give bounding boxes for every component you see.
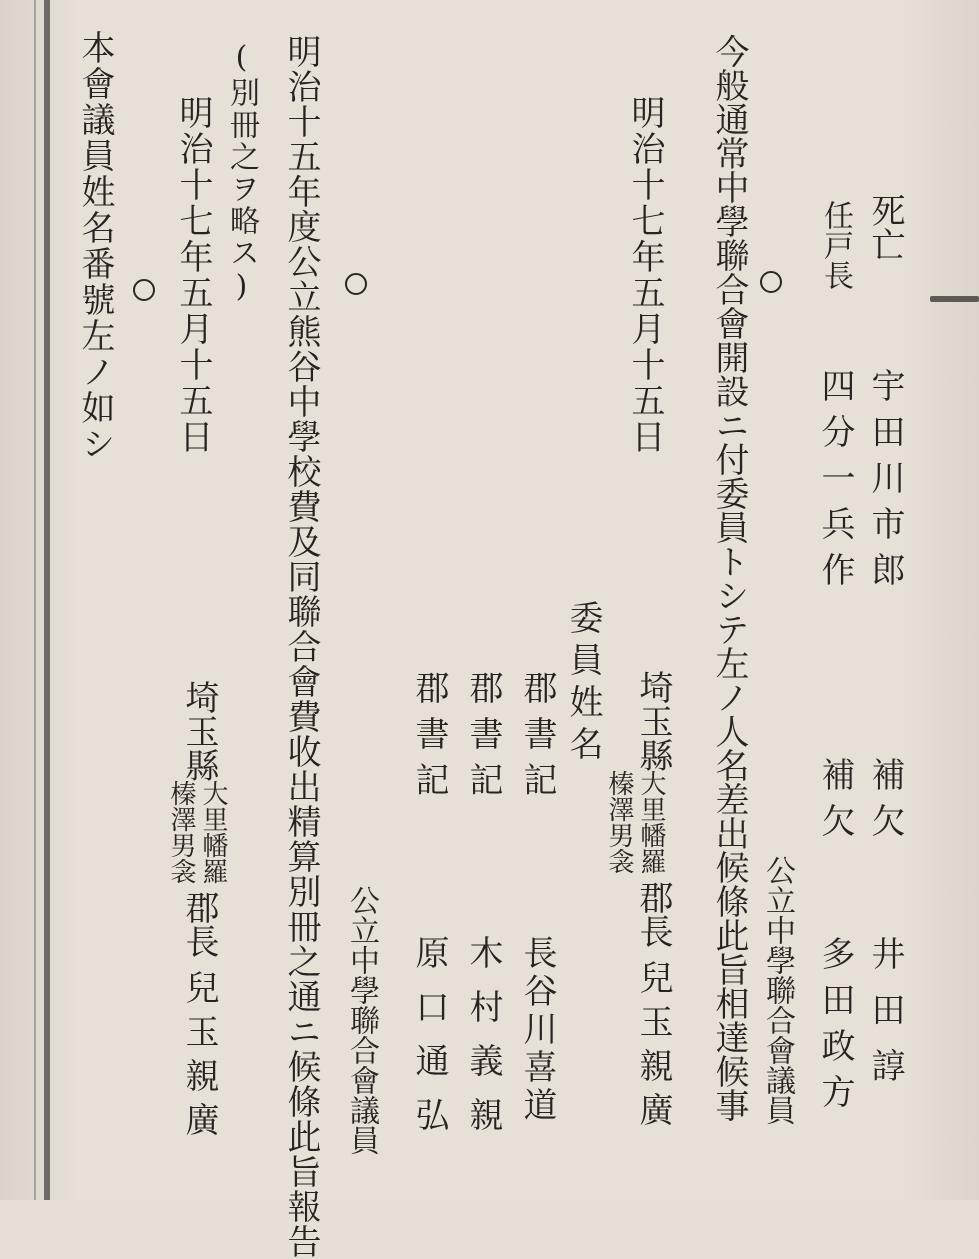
district-pair-a-1: 大里幡羅 bbox=[636, 770, 666, 874]
council-member-title-2: 公立中學聯合會議員 bbox=[344, 885, 379, 1155]
section-circle-3 bbox=[133, 279, 155, 301]
clerk-title-3: 郡書記 bbox=[409, 670, 449, 808]
appointee-name: 四分一兵作 bbox=[815, 368, 855, 598]
binding-rule bbox=[44, 0, 50, 1200]
prefecture-1: 埼玉縣 bbox=[633, 670, 673, 772]
district-pair-b-1: 榛澤男衾 bbox=[604, 770, 634, 874]
clerk-name-1: 長谷川喜道 bbox=[517, 935, 557, 1125]
replacement-name-1: 井田諄 bbox=[865, 936, 905, 1104]
district-governor-name-1: 兒玉親廣 bbox=[633, 960, 673, 1136]
date-2: 明治十七年五月十五日 bbox=[173, 95, 213, 455]
edge-mark bbox=[930, 296, 979, 302]
district-names-1 bbox=[606, 770, 670, 890]
members-list-intro: 本會議員姓名番號左ノ如シ bbox=[75, 30, 115, 462]
district-names-2 bbox=[168, 780, 232, 900]
section-circle-2 bbox=[345, 273, 367, 295]
notice-text-1: 今般通常中學聯合會開設ニ付委員トシテ左ノ人名差出候條此旨相達候事 bbox=[709, 34, 749, 1122]
appendix-note: (別冊之ヲ略ス) bbox=[224, 40, 259, 306]
binding-rule-inner bbox=[34, 0, 36, 1200]
district-governor-name-2: 兒玉親廣 bbox=[179, 970, 219, 1146]
clerk-title-1: 郡書記 bbox=[517, 670, 557, 808]
deceased-name: 宇田川市郎 bbox=[865, 368, 905, 598]
replacement-name-2: 多田政方 bbox=[815, 936, 855, 1120]
district-governor-title-1: 郡長 bbox=[633, 880, 673, 948]
clerk-name-3: 原口通弘 bbox=[409, 935, 449, 1151]
appointment-label: 任戸長 bbox=[818, 200, 853, 290]
replacement-label-2: 補欠 bbox=[815, 757, 855, 849]
district-governor-title-2: 郡長 bbox=[179, 890, 219, 958]
clerk-name-2: 木村義親 bbox=[463, 935, 503, 1151]
district-pair-a-2: 大里幡羅 bbox=[198, 780, 228, 884]
prefecture-2: 埼玉縣 bbox=[179, 680, 219, 782]
death-label: 死亡 bbox=[865, 193, 905, 261]
council-member-title-1: 公立中學聯合會議員 bbox=[760, 855, 795, 1125]
district-pair-b-2: 榛澤男衾 bbox=[166, 780, 196, 884]
date-1: 明治十七年五月十五日 bbox=[625, 95, 665, 455]
committee-names-heading: 委員姓名 bbox=[563, 600, 603, 768]
report-text: 明治十五年度公立熊谷中學校費及同聯合會費收出精算別冊之通ニ候條此旨報告 bbox=[281, 34, 321, 1259]
replacement-label-1: 補欠 bbox=[865, 757, 905, 849]
clerk-title-2: 郡書記 bbox=[463, 670, 503, 808]
section-circle-1 bbox=[760, 271, 782, 293]
